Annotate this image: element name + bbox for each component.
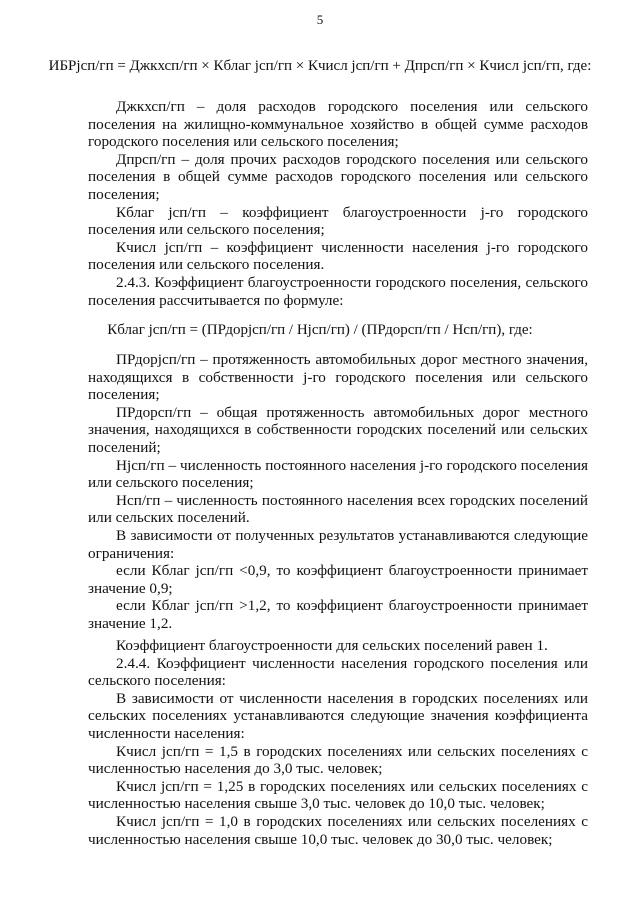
paragraph-2-4-4: 2.4.4. Коэффициент численности населения городского поселения или сельского поселения: xyxy=(88,654,588,690)
definition-dzhkh: Джкхсп/гп – доля расходов городского поселения или сельского поселения на жилищно-коммунальное хозяйство в общей сумме расходов городского поселения или сельского поселения; xyxy=(88,98,588,151)
definitions-block-3 xyxy=(88,637,588,848)
coefficient-1-0: Кчисл jсп/гп = 1,0 в городских поселениях или сельских поселениях с численностью населения свыше 10,0 тыс. человек до 30,0 тыс. человек; xyxy=(88,812,588,848)
definition-prdor: ПРдорсп/гп – общая протяженность автомобильных дорог местного значения, находящихся в собственности городских поселений или сельских поселений; xyxy=(88,403,588,456)
definition-kchisl: Кчисл jсп/гп – коэффициент численности населения j-го городского поселения или сельского поселения. xyxy=(88,238,588,274)
page-number: 5 xyxy=(316,12,324,27)
condition-high: если Кблаг jсп/гп >1,2, то коэффициент благоустроенности принимает значение 1,2. xyxy=(88,597,588,632)
definition-nj: Нjсп/гп – численность постоянного населения j-го городского поселения или сельского поселения; xyxy=(88,456,588,492)
definitions-block-1 xyxy=(88,98,588,309)
condition-low: если Кблаг jсп/гп <0,9, то коэффициент благоустроенности принимает значение 0,9; xyxy=(88,562,588,597)
definition-prdorj: ПРдорjсп/гп – протяженность автомобильных дорог местного значения, находящихся в собственности j-го городского поселения или сельского поселения; xyxy=(88,351,588,404)
coefficient-1-25: Кчисл jсп/гп = 1,25 в городских поселениях или сельских поселениях с численностью населения свыше 3,0 тыс. человек до 10,0 тыс. человек; xyxy=(88,777,588,813)
formula-ibr-text: ИБРjсп/гп = Джкхсп/гп × Кблаг jсп/гп × Кчисл jсп/гп + Дпрсп/гп × Кчисл jсп/гп, где: xyxy=(48,58,592,74)
formula-kblag xyxy=(0,322,640,339)
formula-kblag-text: Кблаг jсп/гп = (ПРдорjсп/гп / Нjсп/гп) / (ПРдорсп/гп / Нсп/гп), где: xyxy=(107,322,533,338)
paragraph-rural: Коэффициент благоустроенности для сельских поселений равен 1. xyxy=(116,637,548,654)
definition-n: Нсп/гп – численность постоянного населения всех городских поселений или сельских поселений. xyxy=(88,491,588,527)
formula-ibr xyxy=(0,58,640,75)
definitions-block-2 xyxy=(88,351,588,633)
paragraph-2-4-3: 2.4.3. Коэффициент благоустроенности городского поселения, сельского поселения рассчитывается по формуле: xyxy=(88,273,588,309)
definition-dpr: Дпрсп/гп – доля прочих расходов городского поселения или сельского поселения в общей сумме расходов городского поселения или сельского поселения; xyxy=(88,150,588,203)
paragraph-2-4-4-intro: В зависимости от численности населения в городских поселениях или сельских поселениях устанавливаются следующие значения коэффициента численности населения: xyxy=(88,689,588,742)
coefficient-1-5: Кчисл jсп/гп = 1,5 в городских поселениях или сельских поселениях с численностью населения до 3,0 тыс. человек; xyxy=(88,742,588,778)
paragraph-dependency: В зависимости от полученных результатов устанавливаются следующие ограничения: xyxy=(88,526,588,562)
definition-kblag: Кблаг jсп/гп – коэффициент благоустроенности j-го городского поселения или сельского поселения; xyxy=(88,203,588,239)
